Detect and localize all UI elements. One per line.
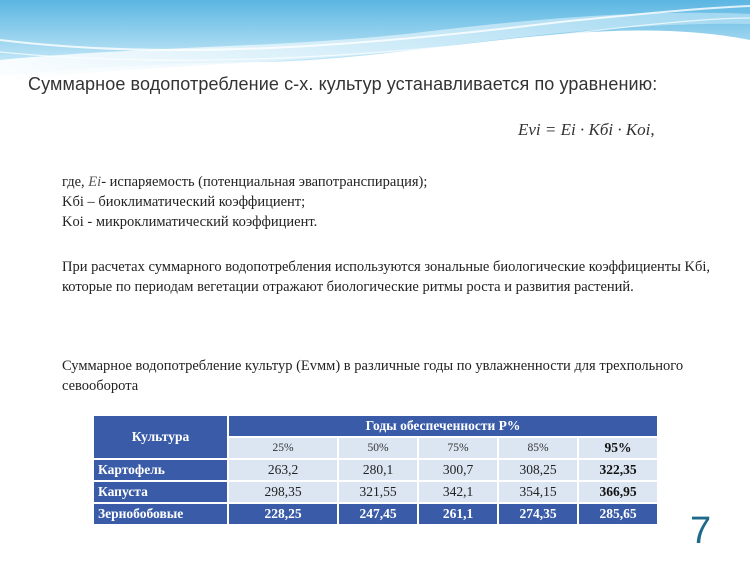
definition-line-1 — [62, 172, 427, 192]
table-cell: 366,95 — [579, 482, 657, 502]
definition-line-3: Koi - микроклиматический коэффициент. — [62, 214, 318, 230]
table-cell: 342,1 — [419, 482, 497, 502]
table-row — [94, 482, 657, 502]
definition-ei-text: - испаряемость (потенциальная эвапотранспирация); — [101, 174, 428, 190]
percent-header: 85% — [499, 438, 577, 458]
percent-header: 95% — [579, 438, 657, 458]
crop-name: Зернобобовые — [94, 504, 227, 524]
table-cell: 263,2 — [229, 460, 337, 480]
formula: Evi = Ei · Kбi · Koi, — [518, 120, 655, 139]
crop-name: Картофель — [94, 460, 227, 480]
table-cell: 274,35 — [499, 504, 577, 524]
paragraph-table-caption: Суммарное водопотребление культур (Evмм) в различные годы по увлажненности для трехпольного севооборота — [62, 358, 684, 394]
crop-column-header: Культура — [94, 416, 227, 458]
definition-line-2: Kбi – биоклиматический коэффициент; — [62, 194, 306, 210]
percent-header: 50% — [339, 438, 417, 458]
table-cell: 308,25 — [499, 460, 577, 480]
crop-name: Капуста — [94, 482, 227, 502]
ei-symbol: Ei — [88, 174, 102, 190]
slide-title: Суммарное водопотребление с-х. культур устанавливается по уравнению: — [28, 74, 658, 94]
definition-prefix: где, — [62, 174, 89, 190]
water-consumption-table — [92, 414, 659, 526]
table-cell: 322,35 — [579, 460, 657, 480]
table-row — [94, 460, 657, 480]
percent-header: 75% — [419, 438, 497, 458]
table-cell: 280,1 — [339, 460, 417, 480]
table-cell: 285,65 — [579, 504, 657, 524]
percent-header: 25% — [229, 438, 337, 458]
page-number: 7 — [690, 510, 712, 552]
table-cell: 300,7 — [419, 460, 497, 480]
table-cell: 228,25 — [229, 504, 337, 524]
table-cell: 354,15 — [499, 482, 577, 502]
table-header-row — [94, 416, 657, 436]
paragraph-coefficients: При расчетах суммарного водопотребления используются зональные биологические коэффициенты Kбi, которые по периодам вегетации отражают биологические ритмы роста и развития растений. — [62, 259, 711, 295]
table-cell: 247,45 — [339, 504, 417, 524]
table-cell: 261,1 — [419, 504, 497, 524]
table-cell: 298,35 — [229, 482, 337, 502]
probability-group-header: Годы обеспеченности P% — [229, 416, 657, 436]
table-row — [94, 504, 657, 524]
table-cell: 321,55 — [339, 482, 417, 502]
definitions-block — [62, 172, 427, 232]
